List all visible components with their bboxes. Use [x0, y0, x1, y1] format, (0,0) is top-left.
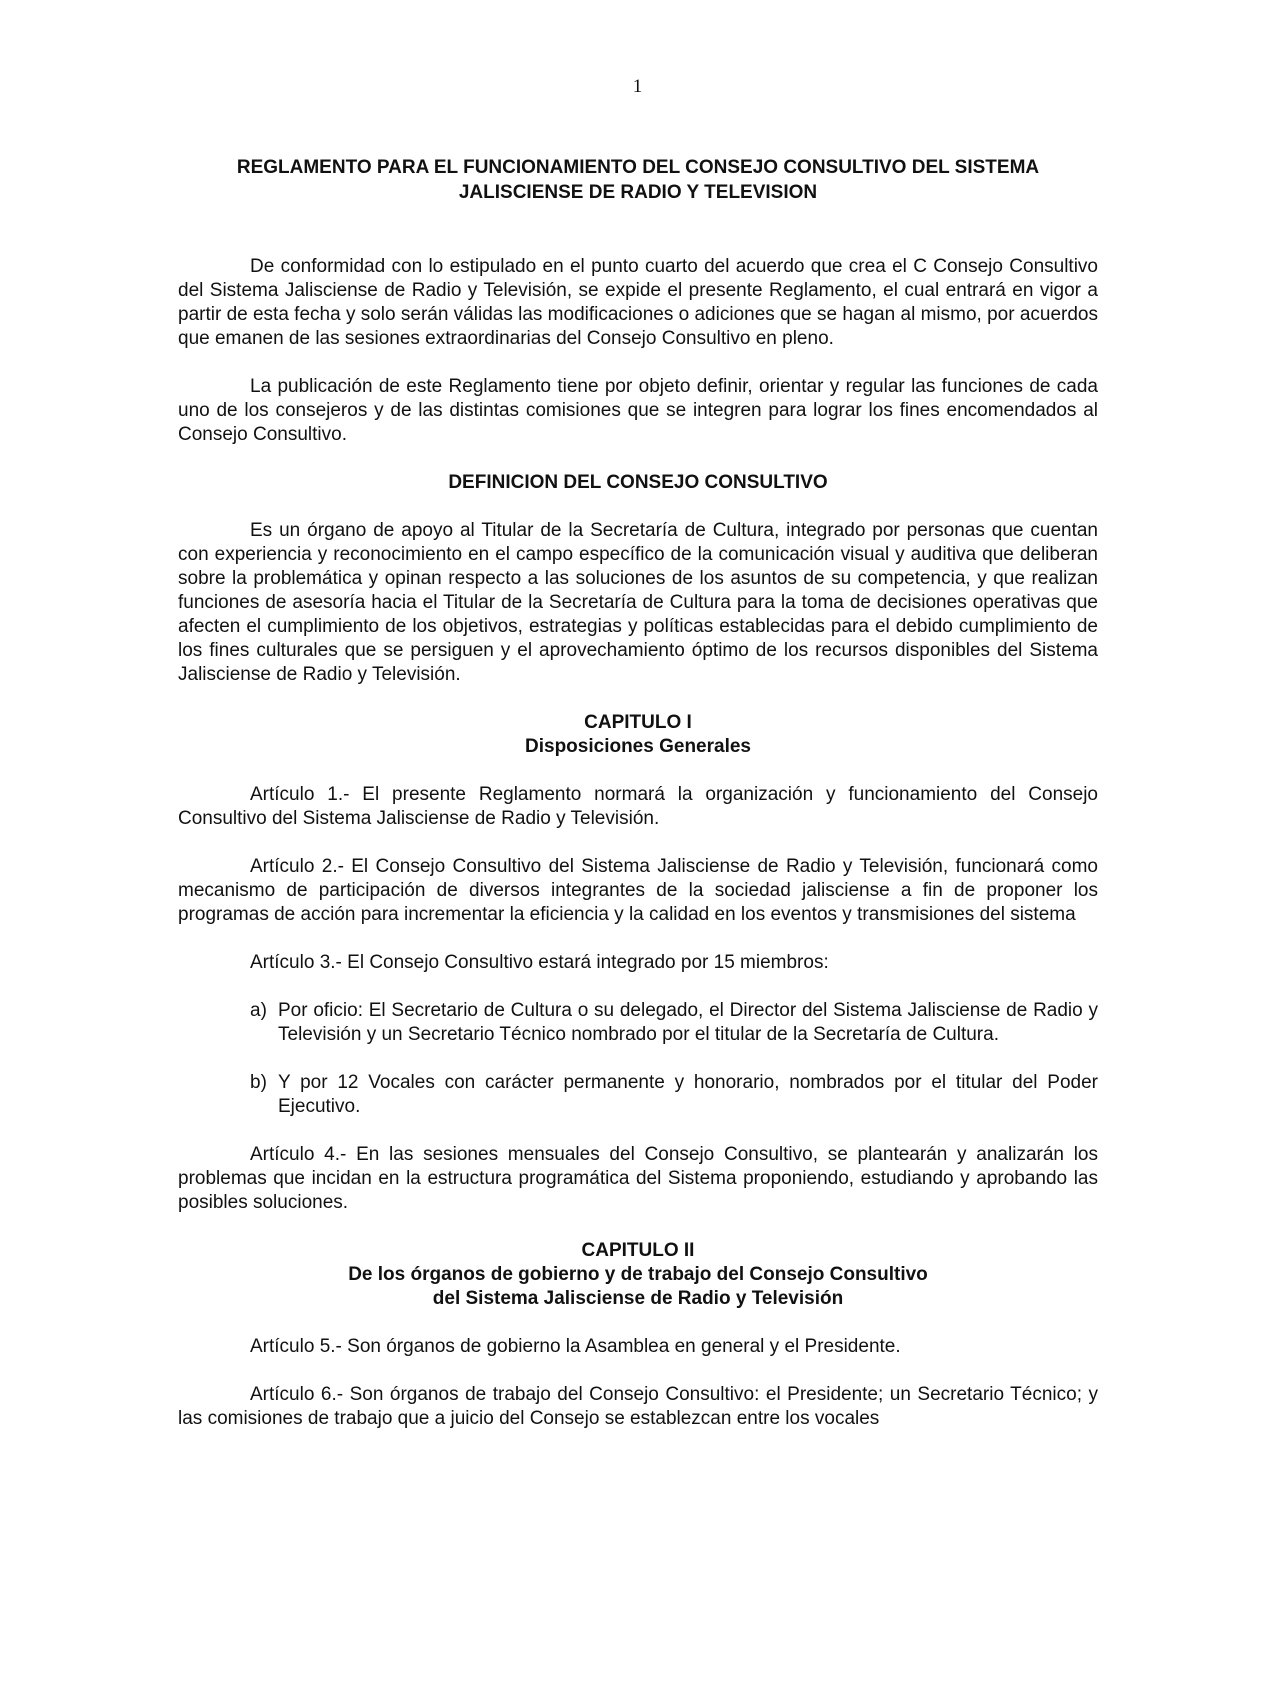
- list-item-marker: b): [250, 1072, 267, 1093]
- document-title-line-1: REGLAMENTO PARA EL FUNCIONAMIENTO DEL CONSEJO CONSULTIVO DEL SISTEMA: [236, 157, 1040, 178]
- capitulo-2-heading: [178, 1239, 1098, 1311]
- list-item: [250, 1071, 1098, 1119]
- list-item-text: Y por 12 Vocales con carácter permanente y honorario, nombrados por el titular del Poder Ejecutivo.: [278, 1072, 1098, 1117]
- document-body: [178, 155, 1098, 1455]
- capitulo-2-subtitle-1: De los órganos de gobierno y de trabajo del Consejo Consultivo: [348, 1264, 928, 1285]
- articulo-5: Artículo 5.- Son órganos de gobierno la Asamblea en general y el Presidente.: [250, 1336, 901, 1357]
- capitulo-1-title: CAPITULO I: [584, 712, 692, 733]
- capitulo-2-subtitle-2: del Sistema Jalisciense de Radio y Televisión: [432, 1288, 844, 1309]
- capitulo-1-subtitle: Disposiciones Generales: [525, 736, 751, 757]
- page-number: 1: [632, 76, 643, 97]
- articulo-4: Artículo 4.- En las sesiones mensuales del Consejo Consultivo, se plantearán y analizarán los problemas que incidan en la estructura programática del Sistema proponiendo, estudiando y aprobando las posibles soluciones.: [178, 1144, 1098, 1213]
- capitulo-1-heading: [178, 711, 1098, 759]
- intro-paragraph-2: La publicación de este Reglamento tiene por objeto definir, orientar y regular las funciones de cada uno de los consejeros y de las distintas comisiones que se integren para lograr los fines encomendados al Consejo Consultivo.: [178, 376, 1098, 445]
- articulo-3-list: [250, 999, 1098, 1119]
- list-item-text: Por oficio: El Secretario de Cultura o su delegado, el Director del Sistema Jalisciense de Radio y Televisión y un Secretario Técnico nombrado por el titular de la Secretaría de Cultura.: [278, 1000, 1098, 1045]
- articulo-6: Artículo 6.- Son órganos de trabajo del Consejo Consultivo: el Presidente; un Secretario Técnico; y las comisiones de trabajo que a juicio del Consejo se establezcan entre los vocales: [178, 1384, 1098, 1429]
- articulo-1: Artículo 1.- El presente Reglamento normará la organización y funcionamiento del Consejo Consultivo del Sistema Jalisciense de Radio y Televisión.: [178, 784, 1098, 829]
- list-item-marker: a): [250, 1000, 267, 1021]
- capitulo-2-title: CAPITULO II: [581, 1240, 695, 1261]
- articulo-3: Artículo 3.- El Consejo Consultivo estará integrado por 15 miembros:: [250, 952, 829, 973]
- definicion-heading: DEFINICION DEL CONSEJO CONSULTIVO: [448, 472, 828, 493]
- document-title: [178, 155, 1098, 205]
- articulo-2: Artículo 2.- El Consejo Consultivo del Sistema Jalisciense de Radio y Televisión, funcionará como mecanismo de participación de diversos integrantes de la sociedad jalisciense a fin de proponer los programas de acción para incrementar la eficiencia y la calidad en los eventos y transmisiones del sistema: [178, 856, 1098, 925]
- intro-paragraph-1: De conformidad con lo estipulado en el punto cuarto del acuerdo que crea el C Consejo Consultivo del Sistema Jalisciense de Radio y Televisión, se expide el presente Reglamento, el cual entrará en vigor a partir de esta fecha y solo serán válidas las modificaciones o adiciones que se hagan al mismo, por acuerdos que emanen de las sesiones extraordinarias del Consejo Consultivo en pleno.: [178, 256, 1098, 349]
- list-item: [250, 999, 1098, 1047]
- definicion-paragraph: Es un órgano de apoyo al Titular de la Secretaría de Cultura, integrado por personas que cuentan con experiencia y reconocimiento en el campo específico de la comunicación visual y auditiva que deliberan sobre la problemática y opinan respecto a las soluciones de los asuntos de su competencia, y que realizan funciones de asesoría hacia el Titular de la Secretaría de Cultura para la toma de decisiones operativas que afecten el cumplimiento de los objetivos, estrategias y políticas establecidas para el debido cumplimiento de los fines culturales que se persiguen y el aprovechamiento óptimo de los recursos disponibles del Sistema Jalisciense de Radio y Televisión.: [178, 520, 1098, 685]
- document-title-line-2: JALISCIENSE DE RADIO Y TELEVISION: [458, 182, 818, 203]
